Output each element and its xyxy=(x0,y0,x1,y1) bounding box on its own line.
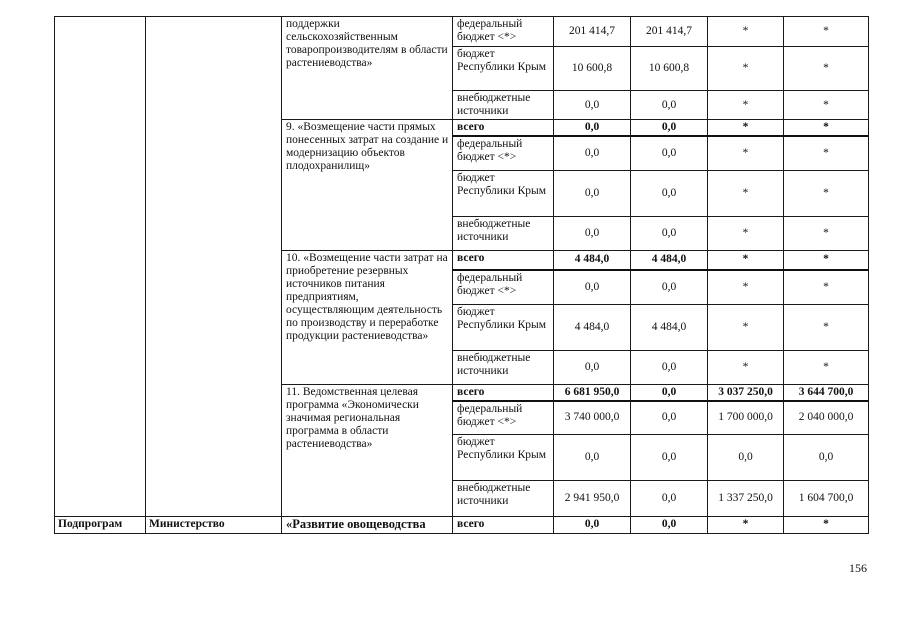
amount-cell: * xyxy=(708,517,784,534)
amount-cell: 10 600,8 xyxy=(631,47,708,91)
amount-cell: 201 414,7 xyxy=(554,17,631,47)
amount-cell: * xyxy=(708,216,784,250)
amount-cell: 0,0 xyxy=(631,120,708,137)
amount-cell: * xyxy=(708,17,784,47)
amount-cell: * xyxy=(708,250,784,270)
subprogram-cell xyxy=(55,17,146,517)
amount-cell: 0,0 xyxy=(631,401,708,435)
amount-cell: * xyxy=(708,350,784,384)
amount-cell: * xyxy=(708,136,784,170)
amount-cell: 3 037 250,0 xyxy=(708,384,784,401)
funding-source-cell: внебюджетные источники xyxy=(453,350,554,384)
funding-source-cell: бюджет Республики Крым xyxy=(453,304,554,350)
amount-cell: 0,0 xyxy=(554,435,631,481)
page-number: 156 xyxy=(849,561,867,575)
amount-cell: 3 740 000,0 xyxy=(554,401,631,435)
measure-name-cell: 11. Ведомственная целевая программа «Экономически значимая региональная программа в области растениеводства» xyxy=(282,384,453,517)
amount-cell: * xyxy=(784,250,869,270)
amount-cell: 0,0 xyxy=(784,435,869,481)
amount-cell: 0,0 xyxy=(631,216,708,250)
amount-cell: 4 484,0 xyxy=(554,304,631,350)
amount-cell: * xyxy=(708,120,784,137)
amount-cell: * xyxy=(784,350,869,384)
amount-cell: * xyxy=(784,91,869,120)
amount-cell: * xyxy=(708,91,784,120)
amount-cell: * xyxy=(784,304,869,350)
amount-cell: 0,0 xyxy=(554,170,631,216)
amount-cell: 0,0 xyxy=(631,270,708,304)
amount-cell: * xyxy=(784,517,869,534)
amount-cell: * xyxy=(784,170,869,216)
amount-cell: 0,0 xyxy=(554,350,631,384)
amount-cell: * xyxy=(784,216,869,250)
funding-source-cell: всего xyxy=(453,250,554,270)
funding-source-cell: бюджет Республики Крым xyxy=(453,435,554,481)
funding-source-cell: бюджет Республики Крым xyxy=(453,47,554,91)
amount-cell: 0,0 xyxy=(554,120,631,137)
amount-cell: 0,0 xyxy=(554,136,631,170)
amount-cell: * xyxy=(708,170,784,216)
amount-cell: 0,0 xyxy=(631,481,708,517)
amount-cell: 1 700 000,0 xyxy=(708,401,784,435)
amount-cell: * xyxy=(784,136,869,170)
table-row xyxy=(55,517,869,534)
measure-name-cell: «Развитие овощеводства xyxy=(282,517,453,534)
funding-source-cell: всего xyxy=(453,517,554,534)
measure-name-cell: 9. «Возмещение части прямых понесенных затрат на создание и модернизацию объектов плодохранилищ» xyxy=(282,120,453,251)
amount-cell: 4 484,0 xyxy=(554,250,631,270)
amount-cell: * xyxy=(784,120,869,137)
amount-cell: 0,0 xyxy=(554,517,631,534)
amount-cell: 0,0 xyxy=(631,384,708,401)
amount-cell: 0,0 xyxy=(708,435,784,481)
amount-cell: 0,0 xyxy=(631,350,708,384)
budget-table xyxy=(54,16,869,534)
measure-name-cell: поддержки сельскохозяйственным товаропроизводителям в области растениеводства» xyxy=(282,17,453,120)
funding-source-cell: внебюджетные источники xyxy=(453,91,554,120)
funding-source-cell: федеральный бюджет <*> xyxy=(453,401,554,435)
measure-name-cell: 10. «Возмещение части затрат на приобретение резервных источников питания предприятиям, осуществляющим деятельность по производству и переработке продукции растениеводства» xyxy=(282,250,453,384)
executor-cell: Министерство xyxy=(146,517,282,534)
subprogram-cell: Подпрограм xyxy=(55,517,146,534)
amount-cell: 0,0 xyxy=(631,170,708,216)
funding-source-cell: федеральный бюджет <*> xyxy=(453,17,554,47)
amount-cell: 0,0 xyxy=(631,136,708,170)
amount-cell: 0,0 xyxy=(554,270,631,304)
funding-source-cell: внебюджетные источники xyxy=(453,481,554,517)
amount-cell: * xyxy=(708,304,784,350)
funding-source-cell: всего xyxy=(453,384,554,401)
funding-source-cell: бюджет Республики Крым xyxy=(453,170,554,216)
amount-cell: * xyxy=(708,270,784,304)
amount-cell: 0,0 xyxy=(631,91,708,120)
amount-cell: 4 484,0 xyxy=(631,304,708,350)
table-row xyxy=(55,17,869,47)
amount-cell: 1 337 250,0 xyxy=(708,481,784,517)
amount-cell: 4 484,0 xyxy=(631,250,708,270)
funding-source-cell: федеральный бюджет <*> xyxy=(453,270,554,304)
amount-cell: * xyxy=(784,47,869,91)
amount-cell: * xyxy=(708,47,784,91)
amount-cell: 2 941 950,0 xyxy=(554,481,631,517)
amount-cell: * xyxy=(784,17,869,47)
amount-cell: 6 681 950,0 xyxy=(554,384,631,401)
amount-cell: * xyxy=(784,270,869,304)
amount-cell: 0,0 xyxy=(554,91,631,120)
funding-source-cell: федеральный бюджет <*> xyxy=(453,136,554,170)
executor-cell xyxy=(146,17,282,517)
amount-cell: 3 644 700,0 xyxy=(784,384,869,401)
amount-cell: 0,0 xyxy=(631,435,708,481)
funding-source-cell: внебюджетные источники xyxy=(453,216,554,250)
amount-cell: 2 040 000,0 xyxy=(784,401,869,435)
amount-cell: 0,0 xyxy=(631,517,708,534)
amount-cell: 201 414,7 xyxy=(631,17,708,47)
amount-cell: 0,0 xyxy=(554,216,631,250)
funding-source-cell: всего xyxy=(453,120,554,137)
amount-cell: 1 604 700,0 xyxy=(784,481,869,517)
amount-cell: 10 600,8 xyxy=(554,47,631,91)
